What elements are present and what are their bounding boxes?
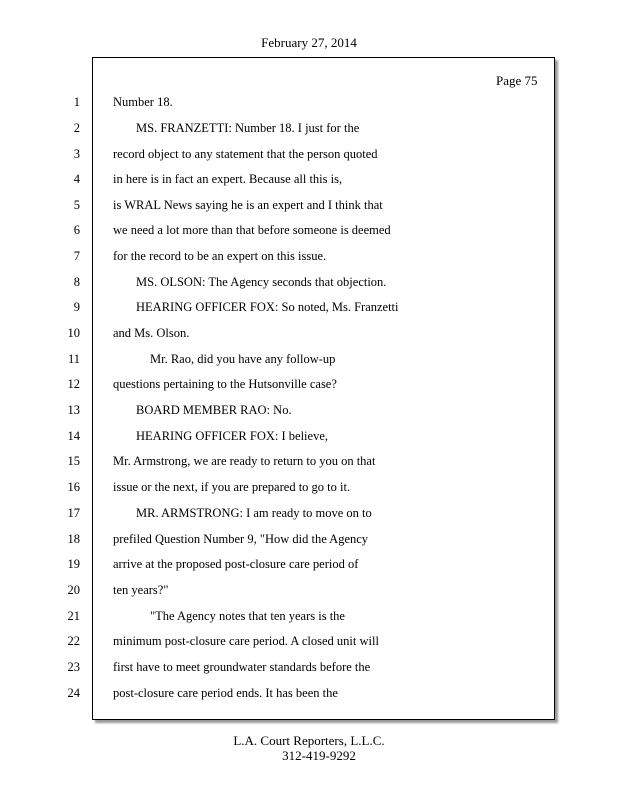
line-number: 1 [73, 95, 80, 109]
line-number: 9 [73, 300, 80, 314]
transcript-line: in here is in fact an expert. Because all this is, [113, 172, 343, 186]
line-number: 4 [73, 172, 80, 186]
line-number: 19 [67, 557, 80, 571]
transcript-line: Mr. Rao, did you have any follow-up [150, 352, 336, 366]
line-number: 6 [73, 223, 80, 237]
transcript-line: issue or the next, if you are prepared to go to it. [113, 480, 351, 494]
line-number: 22 [67, 634, 80, 648]
transcript-line: questions pertaining to the Hutsonville case? [113, 377, 337, 391]
line-number: 24 [67, 686, 80, 700]
footer-company-name: L.A. Court Reporters, L.L.C. [233, 733, 385, 748]
transcript-line: BOARD MEMBER RAO: No. [136, 403, 292, 417]
line-number: 15 [67, 454, 80, 468]
transcript-line: HEARING OFFICER FOX: So noted, Ms. Franzetti [136, 300, 399, 314]
transcript-line: record object to any statement that the person quoted [113, 147, 378, 161]
transcript-line: for the record to be an expert on this issue. [113, 249, 327, 263]
transcript-line: MR. ARMSTRONG: I am ready to move on to [136, 506, 372, 520]
transcript-line: "The Agency notes that ten years is the [150, 609, 345, 623]
line-number: 8 [73, 275, 80, 289]
transcript-line: arrive at the proposed post-closure care period of [113, 557, 359, 571]
transcript-line: we need a lot more than that before someone is deemed [113, 223, 391, 237]
transcript-line: and Ms. Olson. [113, 326, 190, 340]
line-number: 10 [67, 326, 80, 340]
transcript-line: Mr. Armstrong, we are ready to return to you on that [113, 454, 376, 468]
line-number: 3 [73, 147, 80, 161]
line-number: 20 [67, 583, 80, 597]
line-number: 12 [67, 377, 80, 391]
line-number: 18 [67, 532, 80, 546]
line-number: 7 [73, 249, 80, 263]
line-number: 23 [67, 660, 80, 674]
line-number: 5 [73, 198, 80, 212]
page-number: Page 75 [496, 73, 538, 88]
line-number: 14 [67, 429, 80, 443]
line-number: 2 [73, 121, 80, 135]
transcript-line: Number 18. [113, 95, 173, 109]
transcript-line: first have to meet groundwater standards before the [113, 660, 371, 674]
transcript-line: MS. FRANZETTI: Number 18. I just for the [136, 121, 360, 135]
line-number: 16 [67, 480, 80, 494]
footer-phone-number: 312-419-9292 [282, 748, 356, 763]
transcript-line: MS. OLSON: The Agency seconds that objection. [136, 275, 387, 289]
line-number: 21 [67, 609, 80, 623]
line-number: 11 [67, 352, 80, 366]
transcript-line: HEARING OFFICER FOX: I believe, [136, 429, 329, 443]
transcript-line: prefiled Question Number 9, "How did the Agency [113, 532, 369, 546]
transcript-line: ten years?" [113, 583, 169, 597]
transcript-header-date: February 27, 2014 [261, 35, 357, 50]
line-number: 17 [67, 506, 80, 520]
transcript-line: post-closure care period ends. It has been the [113, 686, 338, 700]
line-number: 13 [67, 403, 80, 417]
transcript-line: is WRAL News saying he is an expert and I think that [113, 198, 383, 212]
transcript-line: minimum post-closure care period. A closed unit will [113, 634, 379, 648]
